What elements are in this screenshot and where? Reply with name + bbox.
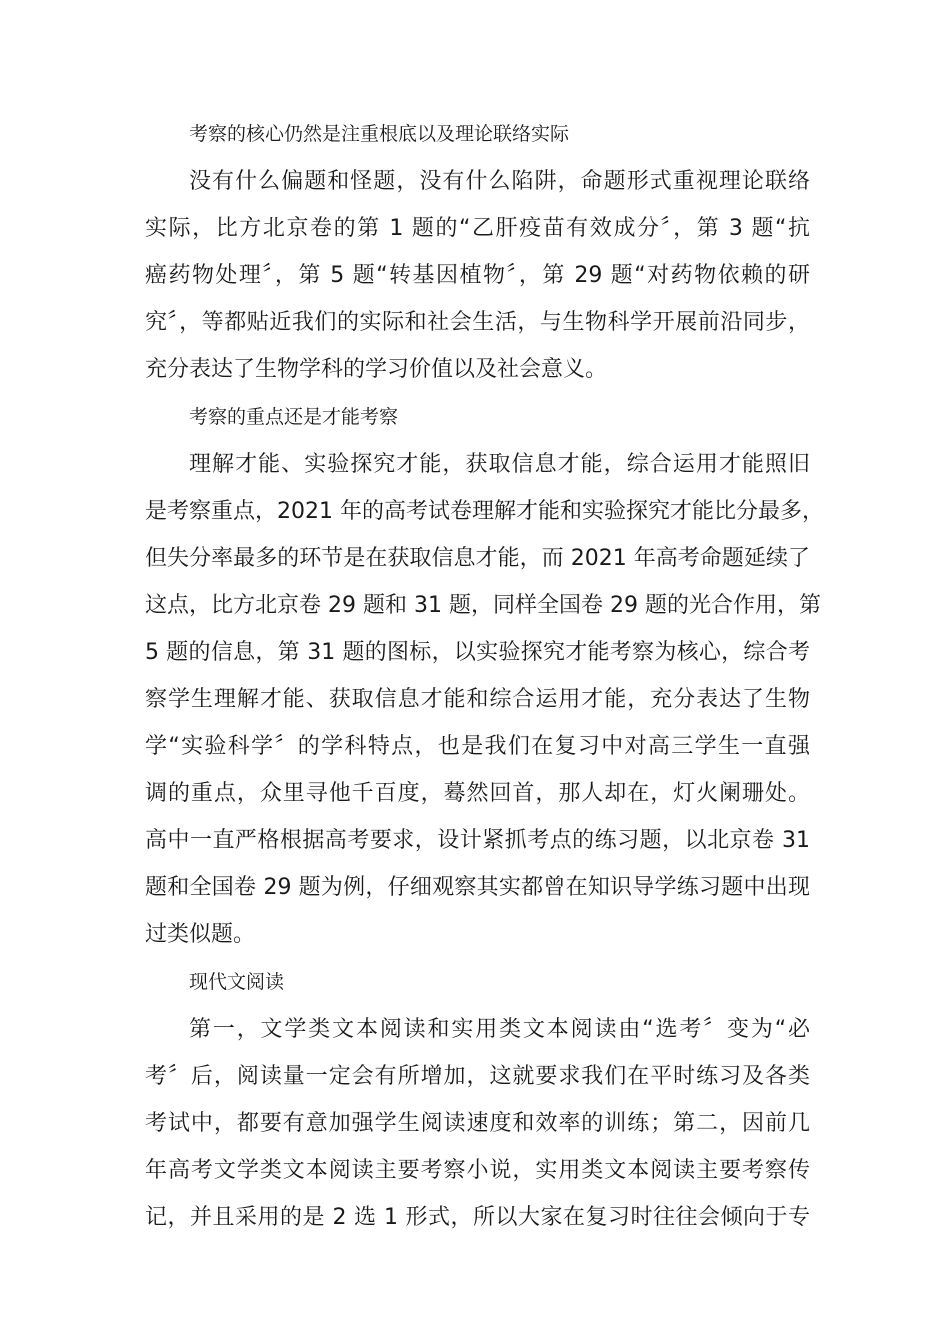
text-line: 充分表达了生物学科的学习价值以及社会意义。: [145, 357, 608, 382]
text-line: 题和全国卷 29 题为例，仔细观察其实都曾在知识导学练习题中出现: [145, 875, 810, 900]
text-line: 高中一直严格根据高考要求，设计紧抓考点的练习题，以北京卷 31: [145, 828, 810, 853]
text-line: 考〞后，阅读量一定会有所增加，这就要求我们在平时练习及各类: [145, 1064, 810, 1089]
text-line: 但失分率最多的环节是在获取信息才能，而 2021 年高考命题延续了: [145, 546, 810, 571]
document-body: [145, 110, 824, 1241]
text-line: 考试中，都要有意加强学生阅读速度和效率的训练；第二，因前几: [145, 1111, 810, 1136]
text-line: 是考察重点，2021 年的高考试卷理解才能和实验探究才能比分最多，: [145, 499, 824, 524]
text-line: 这点，比方北京卷 29 题和 31 题，同样全国卷 29 题的光合作用，第: [145, 593, 821, 618]
paragraph: [145, 441, 824, 958]
text-line: 调的重点，众里寻他千百度，蓦然回首，那人却在，灯火阑珊处。: [145, 781, 810, 806]
text-line: 察学生理解才能、获取信息才能和综合运用才能，充分表达了生物: [145, 687, 810, 712]
text-line: 第一，文学类文本阅读和实用类文本阅读由“选考〞变为“必: [189, 1017, 810, 1042]
text-line: 癌药物处理〞，第 5 题“转基因植物〞，第 29 题“对药物依赖的研: [145, 263, 810, 288]
text-line: 年高考文学类文本阅读主要考察小说，实用类文本阅读主要考察传: [145, 1158, 810, 1183]
paragraph: [145, 158, 810, 393]
section-heading: 考察的核心仍然是注重根底以及理论联络实际: [189, 123, 570, 145]
text-line: 究〞，等都贴近我们的实际和社会生活，与生物科学开展前沿同步，: [145, 310, 810, 335]
section-heading: 现代文阅读: [189, 971, 285, 993]
text-line: 理解才能、实验探究才能，获取信息才能，综合运用才能照旧: [189, 452, 810, 477]
text-line: 记，并且采用的是 2 选 1 形式，所以大家在复习时往往会倾向于专: [145, 1205, 810, 1230]
text-line: 学“实验科学〞的学科特点，也是我们在复习中对高三学生一直强: [145, 734, 810, 759]
paragraph: [145, 1006, 810, 1241]
text-line: 5 题的信息，第 31 题的图标，以实验探究才能考察为核心，综合考: [145, 640, 810, 665]
text-line: 没有什么偏题和怪题，没有什么陷阱，命题形式重视理论联络: [189, 169, 810, 194]
text-line: 过类似题。: [145, 922, 256, 947]
text-line: 实际，比方北京卷的第 1 题的“乙肝疫苗有效成分〞，第 3 题“抗: [145, 216, 810, 241]
section-heading: 考察的重点还是才能考察: [189, 406, 399, 428]
